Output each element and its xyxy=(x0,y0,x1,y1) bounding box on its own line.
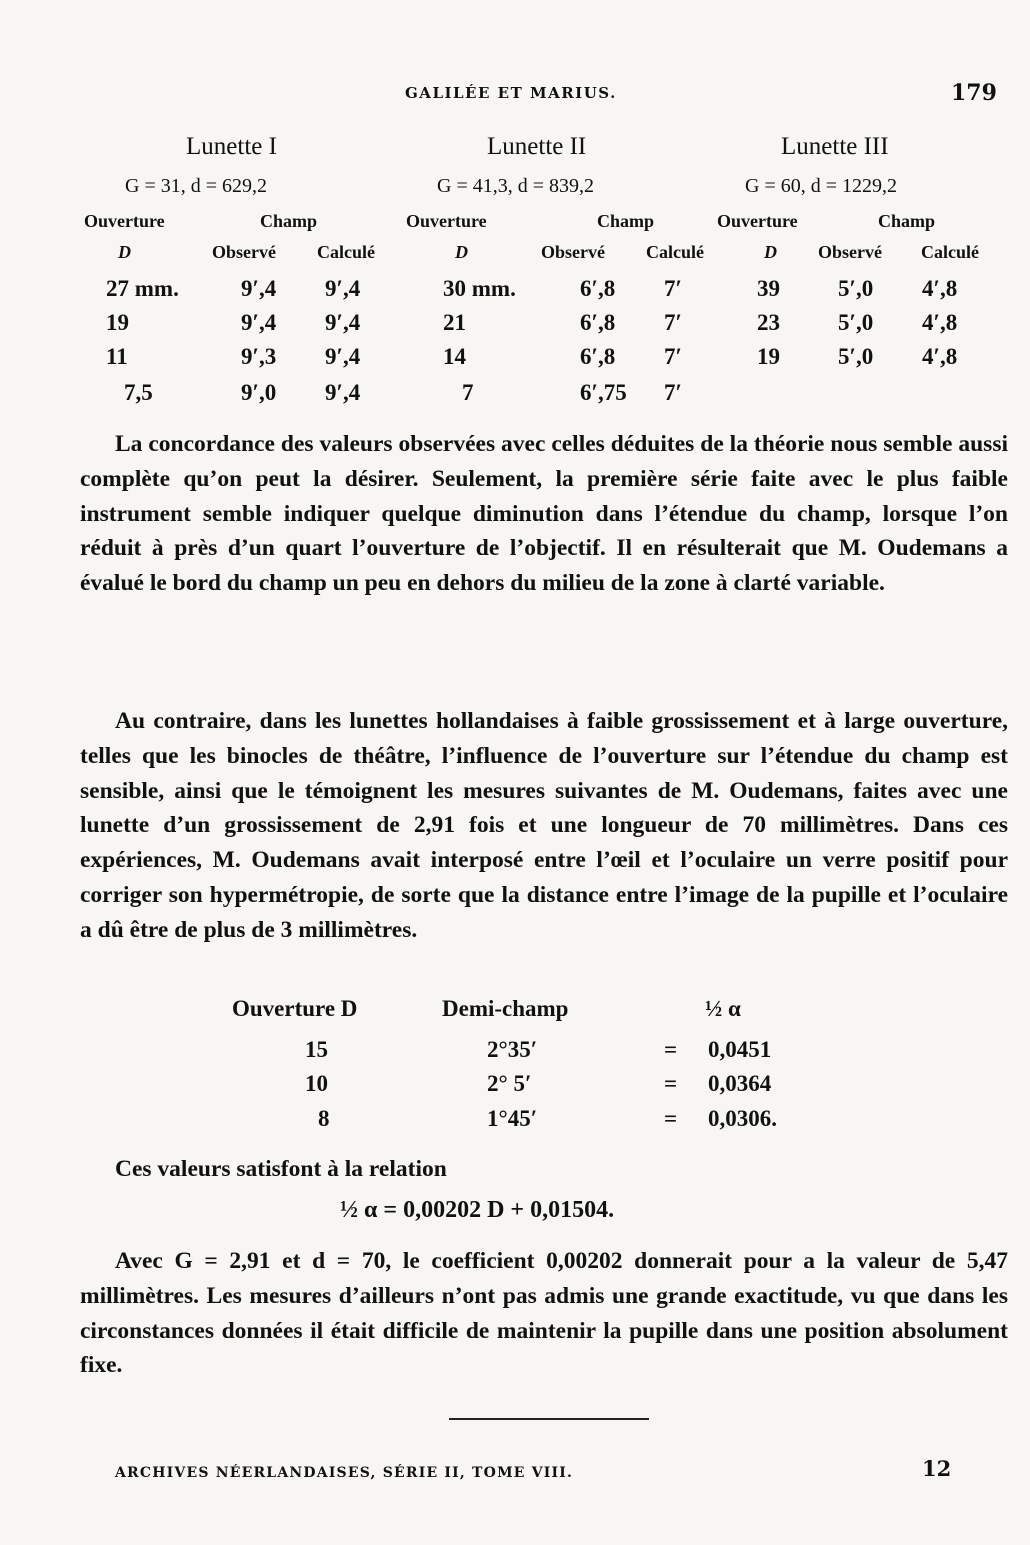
t2-r1-eq: = xyxy=(664,1037,678,1062)
l3-r2-calc: 4′,8 xyxy=(922,310,958,335)
l1-r1-obs: 9′,4 xyxy=(241,276,277,301)
l3-r2-d: 23 xyxy=(757,310,780,335)
l2-r4-obs: 6′,75 xyxy=(580,380,627,405)
col-ouverture-2: Ouverture xyxy=(406,211,487,231)
col-ouverture-3: Ouverture xyxy=(717,211,798,231)
t2-r2-val: 0,0364 xyxy=(708,1071,772,1096)
t2-r1-demi: 2°35′ xyxy=(487,1037,538,1062)
l2-r1-calc: 7′ xyxy=(664,276,682,301)
l1-r3-calc: 9′,4 xyxy=(325,344,361,369)
t2-r1-val: 0,0451 xyxy=(708,1037,772,1062)
col-calcule-2: Calculé xyxy=(646,242,704,262)
col-d-2: D xyxy=(455,242,468,262)
t2-r3-eq: = xyxy=(664,1106,678,1131)
l1-r1-calc: 9′,4 xyxy=(325,276,361,301)
paragraph-3-text: Ces valeurs satisfont à la relation xyxy=(115,1156,447,1182)
paragraph-4 xyxy=(80,1244,1008,1383)
l1-r3-d: 11 xyxy=(106,344,128,369)
col-champ-3: Champ xyxy=(878,211,936,231)
col-observe-1: Observé xyxy=(212,242,276,262)
t2-r2-demi: 2° 5′ xyxy=(487,1071,532,1096)
t2-header-demi-champ: Demi-champ xyxy=(442,996,569,1021)
l3-r1-obs: 5′,0 xyxy=(838,276,874,301)
l2-r3-d: 14 xyxy=(443,344,466,369)
lunette-3-params: G = 60, d = 1229,2 xyxy=(745,175,898,197)
t2-r1-d: 15 xyxy=(305,1037,328,1062)
l3-r3-d: 19 xyxy=(757,344,780,369)
l2-r2-calc: 7′ xyxy=(664,310,682,335)
l1-r2-obs: 9′,4 xyxy=(241,310,277,335)
footer-rule xyxy=(449,1418,649,1420)
col-calcule-1: Calculé xyxy=(317,242,375,262)
t2-r3-val: 0,0306. xyxy=(708,1106,777,1131)
l1-r1-d: 27 mm. xyxy=(106,276,179,301)
paragraph-1-text: La concordance des valeurs observées avec celles déduites de la théorie nous semble aussi complète qu’on peut la désirer. Seulement, la première série faite avec le plus faible instrument semble indiquer quelque diminution dans l’étendue du champ, lorsque l’on réduit à près d’un quart l’ouverture de l’objectif. Il en résulterait que M. Oudemans a évalué le bord du champ un peu en dehors du milieu de la zone à clarté variable. xyxy=(80,431,1008,597)
paragraph-4-text: Avec G = 2,91 et d = 70, le coefficient 0,00202 donnerait pour a la valeur de 5,47 millimètres. Les mesures d’ailleurs n’ont pas admis une grande exactitude, vu que dans les circonstances données il était difficile de maintenir la pupille dans une position absolument fixe. xyxy=(80,1248,1008,1379)
footer-journal: ARCHIVES NÉERLANDAISES, SÉRIE II, TOME VIII. xyxy=(115,1465,574,1481)
l1-r2-d: 19 xyxy=(106,310,129,335)
paragraph-2-text: Au contraire, dans les lunettes hollandaises à faible grossissement et à large ouverture, telles que les binocles de théâtre, l’influence de l’ouverture sur l’étendue du champ est sensible, ainsi que le témoignent les mesures suivantes de M. Oudemans, faites avec une lunette d’un grossissement de 2,91 fois et une longueur de 70 millimètres. Dans ces expériences, M. Oudemans avait interposé entre l’œil et l’oculaire un verre positif pour corriger son hypermétropie, de sorte que la distance entre l’image de la pupille et l’oculaire a dû être de plus de 3 millimètres. xyxy=(80,708,1008,943)
l3-r3-obs: 5′,0 xyxy=(838,344,874,369)
l2-r4-calc: 7′ xyxy=(664,380,682,405)
l3-r2-obs: 5′,0 xyxy=(838,310,874,335)
col-ouverture-1: Ouverture xyxy=(84,211,165,231)
col-calcule-3: Calculé xyxy=(921,242,979,262)
col-d-3: D xyxy=(764,242,777,262)
t2-r2-d: 10 xyxy=(305,1071,328,1096)
l2-r2-d: 21 xyxy=(443,310,466,335)
lunette-3-title: Lunette III xyxy=(781,133,889,160)
paragraph-3 xyxy=(80,1152,1008,1187)
l3-r3-calc: 4′,8 xyxy=(922,344,958,369)
col-observe-3: Observé xyxy=(818,242,882,262)
footer-sheet-number: 12 xyxy=(922,1456,952,1481)
t2-r3-d: 8 xyxy=(318,1106,330,1131)
lunette-2-title: Lunette II xyxy=(487,133,587,160)
col-champ-1: Champ xyxy=(260,211,318,231)
t2-r3-demi: 1°45′ xyxy=(487,1106,538,1131)
l1-r4-obs: 9′,0 xyxy=(241,380,277,405)
lunette-1-title: Lunette I xyxy=(186,133,277,160)
l2-r3-obs: 6′,8 xyxy=(580,344,616,369)
l1-r2-calc: 9′,4 xyxy=(325,310,361,335)
col-observe-2: Observé xyxy=(541,242,605,262)
l2-r1-obs: 6′,8 xyxy=(580,276,616,301)
lunette-1-params: G = 31, d = 629,2 xyxy=(125,175,268,197)
l2-r2-obs: 6′,8 xyxy=(580,310,616,335)
l1-r4-d: 7,5 xyxy=(124,380,153,405)
t2-header-half-alpha: ½ α xyxy=(705,996,741,1021)
relation-formula: ½ α = 0,00202 D + 0,01504. xyxy=(340,1197,615,1223)
col-champ-2: Champ xyxy=(597,211,655,231)
l1-r4-calc: 9′,4 xyxy=(325,380,361,405)
paragraph-1 xyxy=(80,427,1008,601)
col-d-1: D xyxy=(118,242,131,262)
t2-header-ouverture: Ouverture D xyxy=(232,996,358,1021)
l2-r3-calc: 7′ xyxy=(664,344,682,369)
page-number: 179 xyxy=(951,80,997,106)
paragraph-2 xyxy=(80,704,1008,948)
lunette-2-params: G = 41,3, d = 839,2 xyxy=(437,175,595,197)
l2-r1-d: 30 mm. xyxy=(443,276,516,301)
l3-r1-d: 39 xyxy=(757,276,780,301)
l3-r1-calc: 4′,8 xyxy=(922,276,958,301)
l2-r4-d: 7 xyxy=(462,380,474,405)
running-title: GALILÉE ET MARIUS. xyxy=(405,84,617,102)
l1-r3-obs: 9′,3 xyxy=(241,344,277,369)
t2-r2-eq: = xyxy=(664,1071,678,1096)
